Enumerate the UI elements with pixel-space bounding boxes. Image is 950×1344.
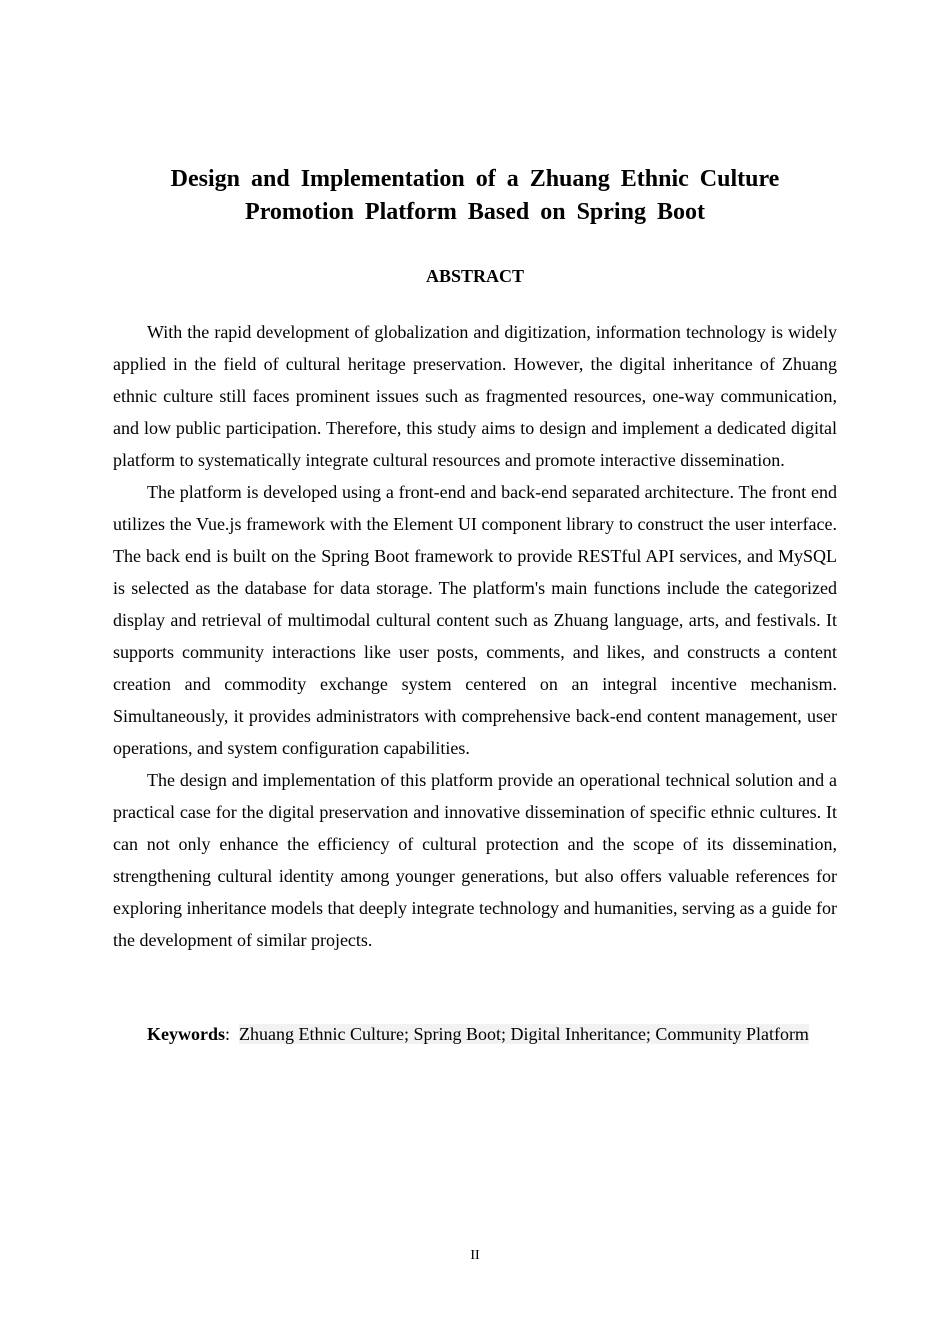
- keywords-separator: :: [225, 1024, 231, 1044]
- paper-title-line-1: Design and Implementation of a Zhuang Ethnic Culture: [170, 166, 780, 192]
- keywords-values: Zhuang Ethnic Culture; Spring Boot; Digital Inheritance; Community Platform: [239, 1024, 809, 1044]
- abstract-paragraph-1: With the rapid development of globalization and digitization, information technology is widely applied in the field of cultural heritage preservation. However, the digital inheritance of Zhuang ethnic culture still faces prominent issues such as fragmented resources, one-way communication, and low public participation. Therefore, this study aims to design and implement a dedicated digital platform to systematically integrate cultural resources and promote interactive dissemination.: [113, 322, 837, 470]
- abstract-paragraph-3: The design and implementation of this platform provide an operational technical solution and a practical case for the digital preservation and innovative dissemination of specific ethnic cultures. It can not only enhance the efficiency of cultural protection and the scope of its dissemination, strengthening cultural identity among younger generations, but also offers valuable references for exploring inheritance models that deeply integrate technology and humanities, serving as a guide for the development of similar projects.: [113, 770, 837, 950]
- abstract-body: [113, 316, 837, 956]
- page-number: II: [470, 1248, 480, 1263]
- abstract-paragraph-2: The platform is developed using a front-end and back-end separated architecture. The front end utilizes the Vue.js framework with the Element UI component library to construct the user interface. The back end is built on the Spring Boot framework to provide RESTful API services, and MySQL is selected as the database for data storage. The platform's main functions include the categorized display and retrieval of multimodal cultural content such as Zhuang language, arts, and festivals. It supports community interactions like user posts, comments, and likes, and constructs a content creation and commodity exchange system centered on an integral incentive mechanism. Simultaneously, it provides administrators with comprehensive back-end content management, user operations, and system configuration capabilities.: [113, 482, 837, 758]
- keywords-line: [113, 1018, 837, 1050]
- paper-title: [113, 163, 837, 229]
- paper-title-line-2: Promotion Platform Based on Spring Boot: [245, 199, 705, 225]
- keywords-label: Keywords: [147, 1024, 225, 1044]
- abstract-heading: ABSTRACT: [425, 266, 525, 286]
